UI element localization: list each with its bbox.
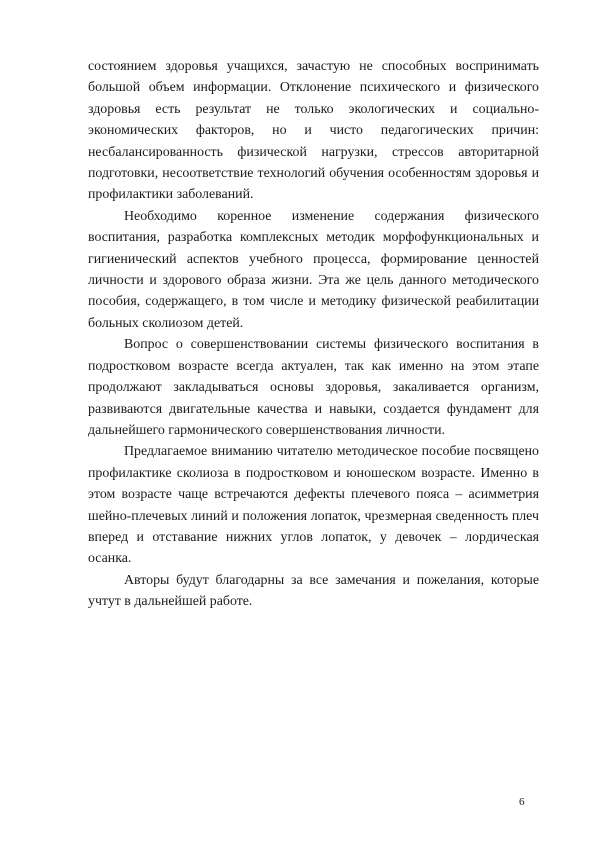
paragraph: Необходимо коренное изменение содержания физического воспитания, разработка комплексных методик морфофункциональных и гигиенический аспектов учебного процесса, формирование ценностей личности и здорового образа жизни. Эта же цель данного методического пособия, содержащего, в том числе и методику физической реабилитации больных сколиозом детей. xyxy=(88,208,539,331)
page-number: 6 xyxy=(519,796,525,808)
paragraph: Предлагаемое вниманию читателю методическое пособие посвящено профилактике сколиоза в подростковом и юношеском возрасте. Именно в этом возрасте чаще встречаются дефекты плечевого пояса – асимметрия шейно-плечевых линий и положения лопаток, чрезмерная сведенность плеч вперед и отставание нижних углов лопаток, у девочек – лордическая осанка. xyxy=(88,444,539,567)
paragraph-continuation: состоянием здоровья учащихся, зачастую не способных воспринимать большой объем информации. Отклонение психического и физического здоровья есть результат не только экологических и социально-экономических факторов, но и чисто педагогических причин: несбалансированность физической нагрузки, стрессов авторитарной подготовки, несоответствие технологий обучения особенностям здоровья и профилактики заболеваний. xyxy=(88,59,539,203)
paragraph: Вопрос о совершенствовании системы физического воспитания в подростковом возрасте всегда актуален, так как именно на этом этапе продолжают закладываться основы здоровья, закаливается организм, развиваются двигательные качества и навыки, создается фундамент для дальнейшего гармонического совершенствования личности. xyxy=(88,337,539,438)
body-text xyxy=(88,56,539,613)
paragraph: Авторы будут благодарны за все замечания и пожелания, которые учтут в дальнейшей работе. xyxy=(88,572,539,610)
